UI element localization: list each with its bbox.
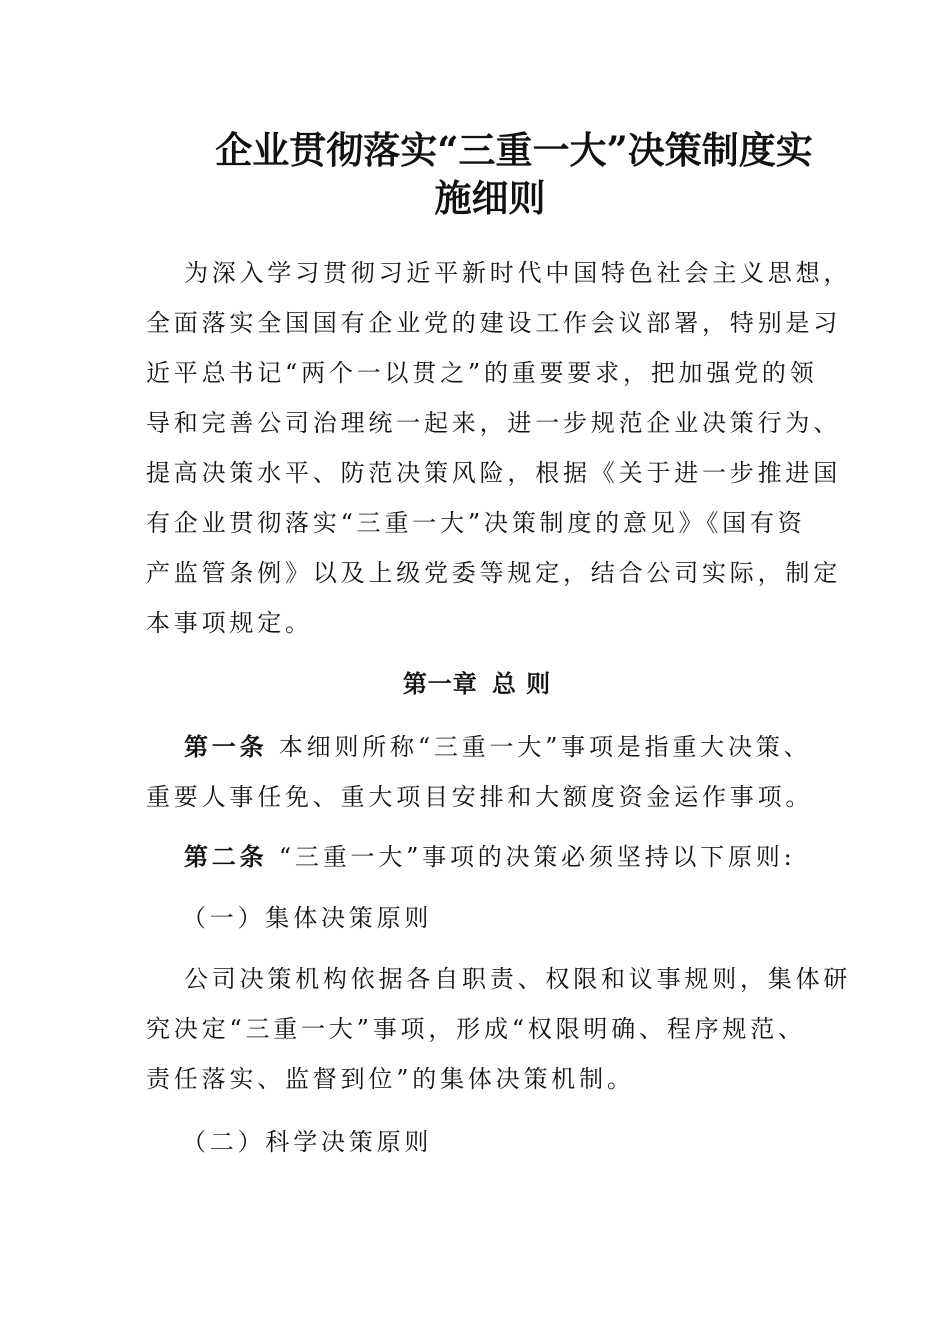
chapter-heading [146,664,808,704]
article-text: 重要人事任免、重大项目安排和大额度资金运作事项。 [146,783,814,811]
article-label: 第一条 [184,732,268,761]
paragraph-line: 责任落实、监督到位”的集体决策机制。 [146,1065,635,1093]
chapter-label: 第一章 [402,669,478,698]
document-title [150,126,830,222]
title-line-1: 企业贯彻落实“三重一大”决策制度实 [215,128,813,172]
principle-heading-2 [146,1117,808,1167]
article-1 [146,722,814,822]
article-text: 本细则所称“三重一大”事项是指重大决策、 [278,733,812,761]
paragraph-line: 究决定“三重一大”事项，形成“权限明确、程序规范、 [146,1015,806,1043]
paragraph-line: 公司决策机构依据各自职责、权限和议事规则，集体研 [184,965,852,993]
article-2 [146,832,808,882]
intro-line: 导和完善公司治理统一起来，进一步规范企业决策行为、 [146,409,841,437]
intro-line: 产监管条例》以及上级党委等规定，结合公司实际，制定 [146,559,841,587]
intro-line: 提高决策水平、防范决策风险，根据《关于进一步推进国 [146,459,841,487]
chapter-name: 总 则 [491,669,552,698]
article-text: “三重一大”事项的决策必须坚持以下原则: [278,843,796,871]
principle-heading: （一）集体决策原则 [182,904,433,932]
principle-heading: （二）科学决策原则 [182,1128,433,1156]
title-line-2: 施细则 [434,176,546,220]
intro-paragraph [146,248,852,648]
intro-line: 有企业贯彻落实“三重一大”决策制度的意见》《国有资 [146,509,806,537]
intro-line: 为深入学习贯彻习近平新时代中国特色社会主义思想， [184,259,852,287]
intro-line: 本事项规定。 [146,609,313,637]
principle-heading-1 [146,893,808,943]
principle-1-paragraph [146,954,852,1104]
article-label: 第二条 [184,842,268,871]
intro-line: 全面落实全国国有企业党的建设工作会议部署，特别是习 [146,309,841,337]
intro-line: 近平总书记“两个一以贯之”的重要要求，把加强党的领 [146,359,818,387]
